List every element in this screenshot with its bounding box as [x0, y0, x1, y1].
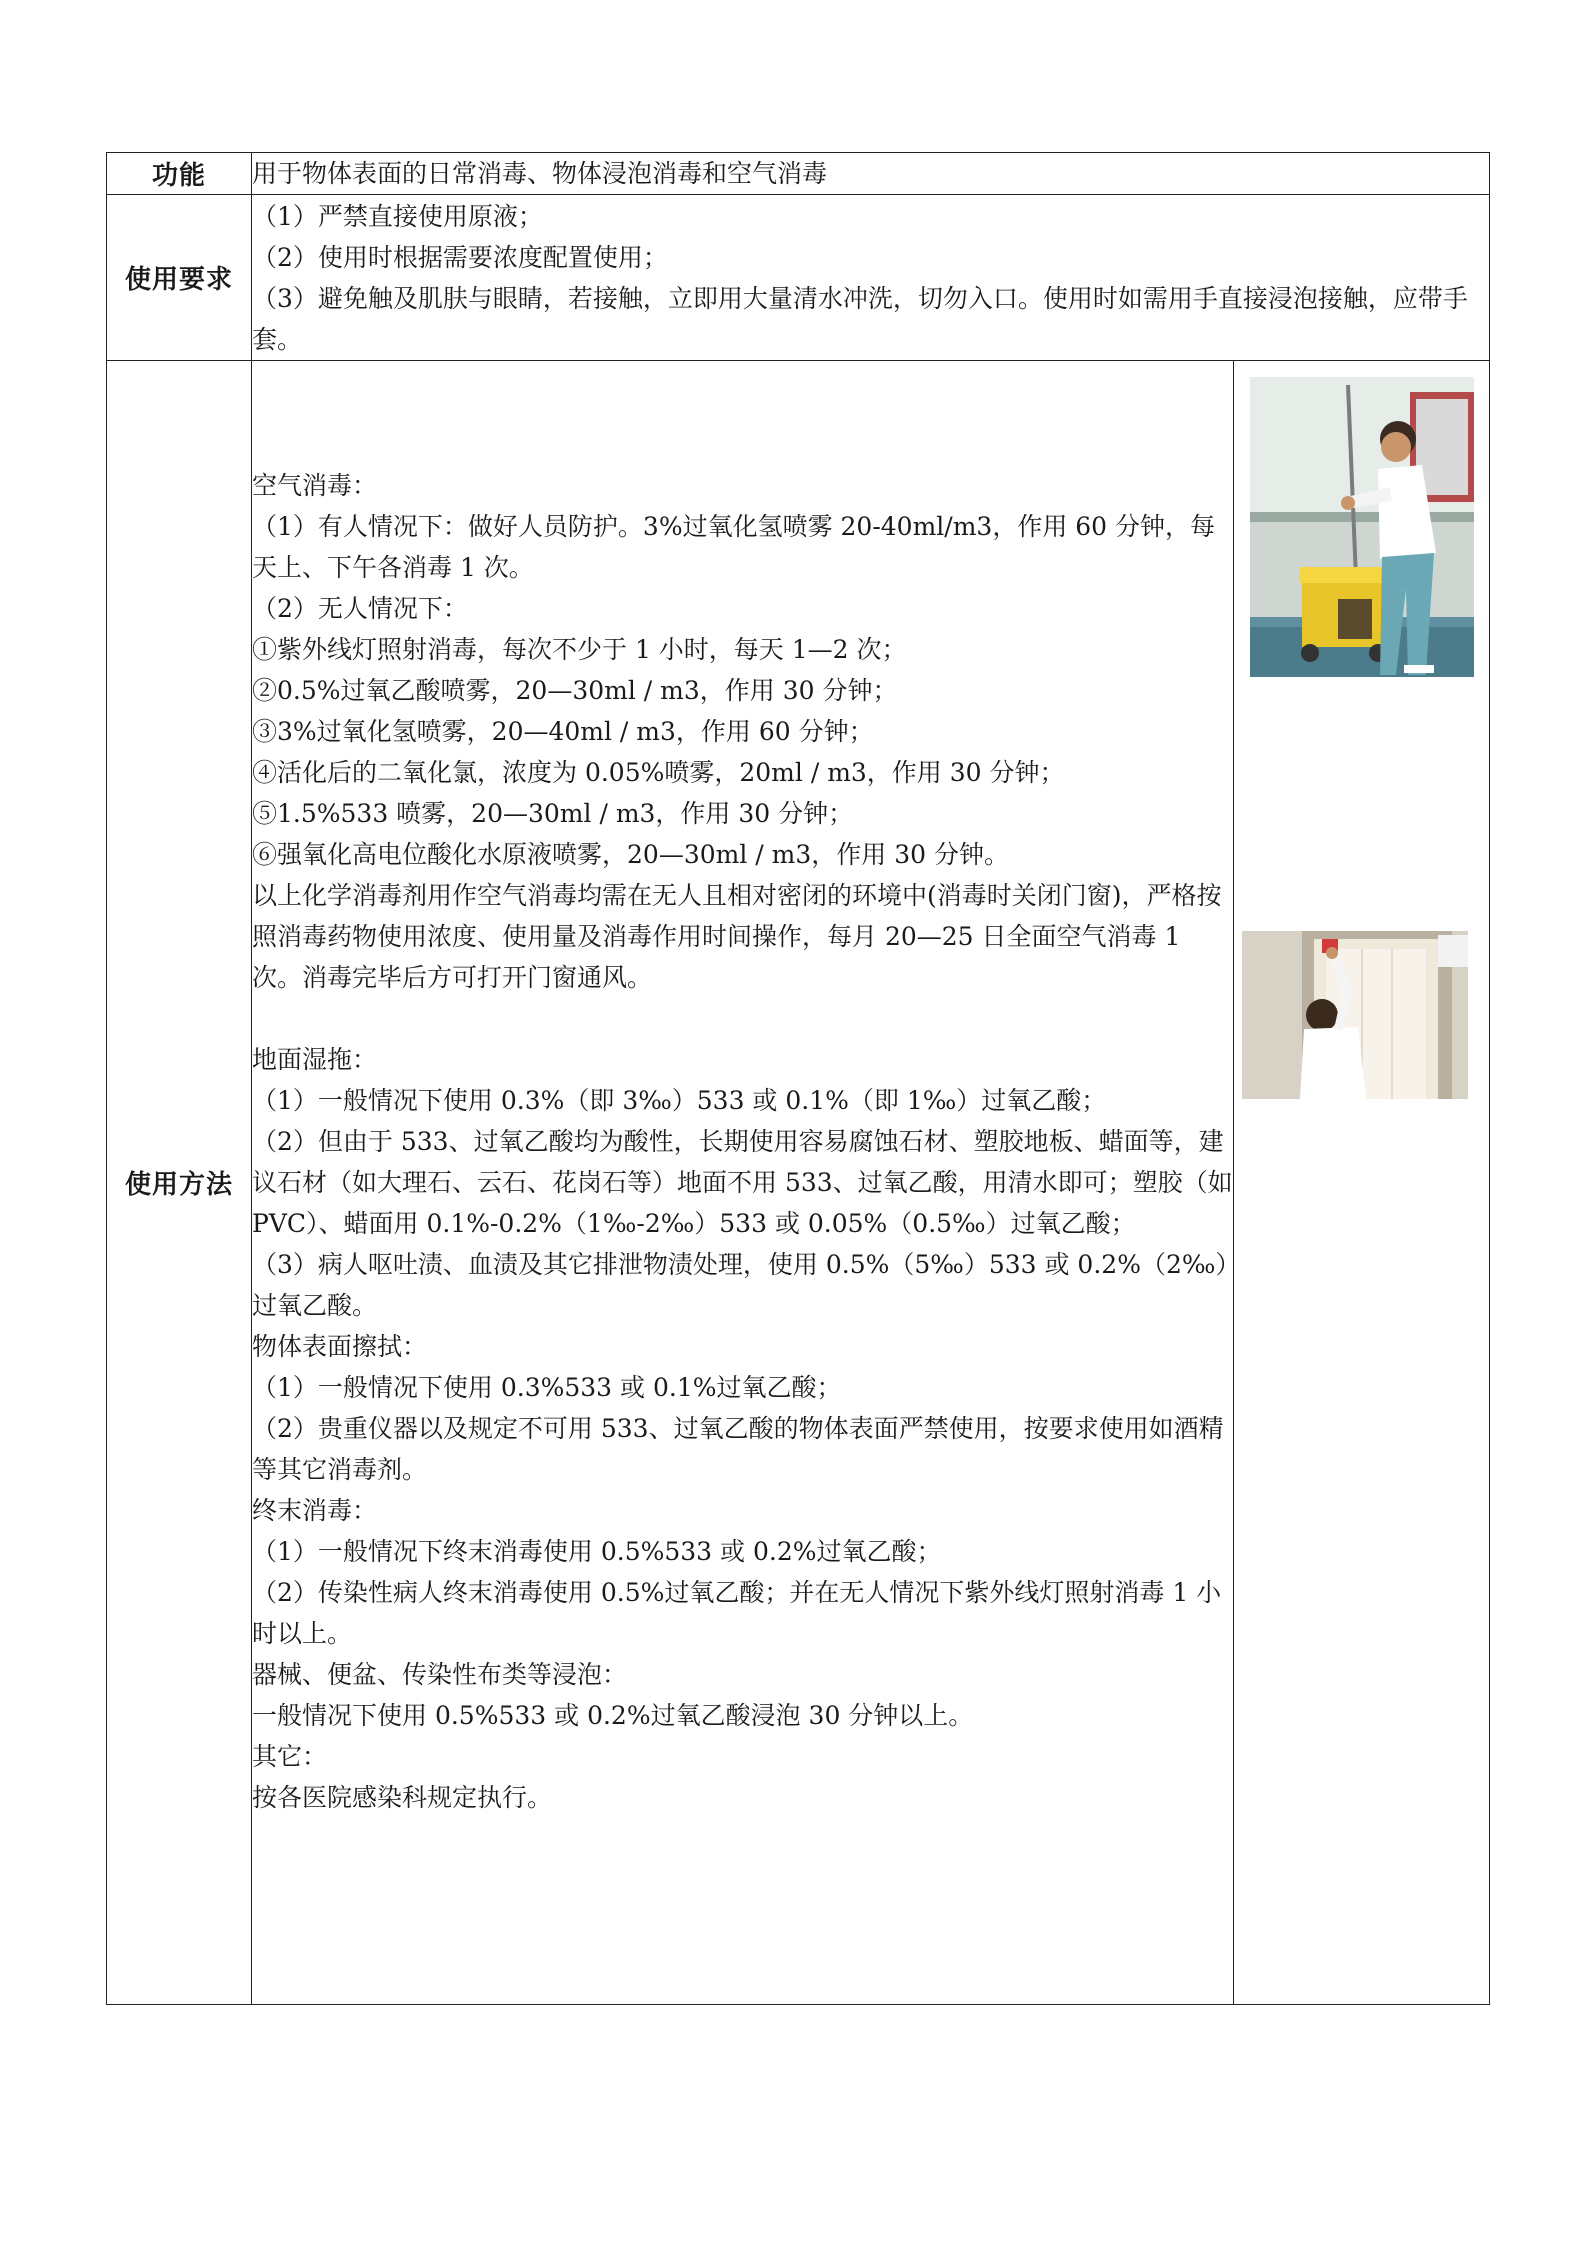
requirement-line: （1）严禁直接使用原液；: [252, 201, 543, 231]
floor-line: （1）一般情况下使用 0.3%（即 3‰）533 或 0.1%（即 1‰）过氧乙酸；: [252, 1086, 1107, 1115]
mopping-photo: [1250, 377, 1474, 677]
air-line: ②0.5%过氧乙酸喷雾，20—30ml / m3，作用 30 分钟；: [252, 676, 898, 705]
air-line: 以上化学消毒剂用作空气消毒均需在无人且相对密闭的环境中(消毒时关闭门窗)，严格按照消毒药物使用浓度、使用量及消毒作用时间操作，每月 20—25 日全面空气消毒 1 次。消毒完毕后方可打开门窗通风。: [252, 881, 1222, 992]
method-image-column: [1233, 361, 1489, 2005]
air-line: ①紫外线灯照射消毒，每次不少于 1 小时，每天 1—2 次；: [252, 635, 907, 664]
soak-heading: 器械、便盆、传染性布类等浸泡：: [252, 1660, 628, 1689]
blank-line: [252, 998, 1233, 1039]
requirements-label: 使用要求: [107, 195, 252, 361]
requirements-text: [252, 195, 1490, 361]
method-label: 使用方法: [107, 361, 252, 2005]
floor-line: （2）但由于 533、过氧乙酸均为酸性，长期使用容易腐蚀石材、塑胶地板、蜡面等，建议石材（如大理石、云石、花岗石等）地面不用 533、过氧乙酸，用清水即可；塑胶（如 PVC）、蜡面用 0.1%-0.2%（1‰-2‰）533 或 0.05%（0.5‰）过氧乙酸；: [252, 1127, 1233, 1238]
air-line: （1）有人情况下：做好人员防护。3%过氧化氢喷雾 20-40ml/m3，作用 60 分钟，每天上、下午各消毒 1 次。: [252, 512, 1216, 582]
row-requirements: [107, 195, 1490, 361]
terminal-line: （2）传染性病人终末消毒使用 0.5%过氧乙酸；并在无人情况下紫外线灯照射消毒 1 小时以上。: [252, 1578, 1222, 1648]
terminal-line: （1）一般情况下终末消毒使用 0.5%533 或 0.2%过氧乙酸；: [252, 1537, 942, 1566]
air-line: ④活化后的二氧化氯，浓度为 0.05%喷雾，20ml / m3，作用 30 分钟；: [252, 758, 1065, 787]
soak-line: 一般情况下使用 0.5%533 或 0.2%过氧乙酸浸泡 30 分钟以上。: [252, 1701, 974, 1730]
wiping-photo: [1242, 931, 1468, 1099]
air-line: ⑤1.5%533 喷雾，20—30ml / m3，作用 30 分钟；: [252, 799, 854, 828]
air-line: ⑥强氧化高电位酸化水原液喷雾，20—30ml / m3，作用 30 分钟。: [252, 840, 1009, 869]
other-line: 按各医院感染科规定执行。: [252, 1783, 553, 1812]
disinfection-info-table: [106, 152, 1490, 2005]
terminal-disinfection-heading: 终末消毒：: [252, 1496, 378, 1525]
row-method: [107, 361, 1490, 2005]
air-disinfection-heading: 空气消毒：: [252, 471, 378, 500]
surface-line: （2）贵重仪器以及规定不可用 533、过氧乙酸的物体表面严禁使用，按要求使用如酒精等其它消毒剂。: [252, 1414, 1224, 1484]
method-text: [252, 361, 1234, 2005]
surface-line: （1）一般情况下使用 0.3%533 或 0.1%过氧乙酸；: [252, 1373, 842, 1402]
row-function: [107, 153, 1490, 195]
requirement-line: （3）避免触及肌肤与眼睛，若接触，立即用大量清水冲洗，切勿入口。使用时如需用手直接浸泡接触，应带手套。: [252, 283, 1468, 354]
surface-wiping-heading: 物体表面擦拭：: [252, 1332, 428, 1361]
other-heading: 其它：: [252, 1742, 328, 1771]
function-text: 用于物体表面的日常消毒、物体浸泡消毒和空气消毒: [252, 153, 1490, 195]
requirement-line: （2）使用时根据需要浓度配置使用；: [252, 242, 668, 272]
air-line: ③3%过氧化氢喷雾，20—40ml / m3，作用 60 分钟；: [252, 717, 874, 746]
floor-line: （3）病人呕吐渍、血渍及其它排泄物渍处理，使用 0.5%（5‰）533 或 0.2%（2‰）过氧乙酸。: [252, 1250, 1228, 1320]
floor-mopping-heading: 地面湿拖：: [252, 1045, 378, 1074]
air-line: （2）无人情况下：: [252, 594, 468, 623]
function-label: 功能: [107, 153, 252, 195]
